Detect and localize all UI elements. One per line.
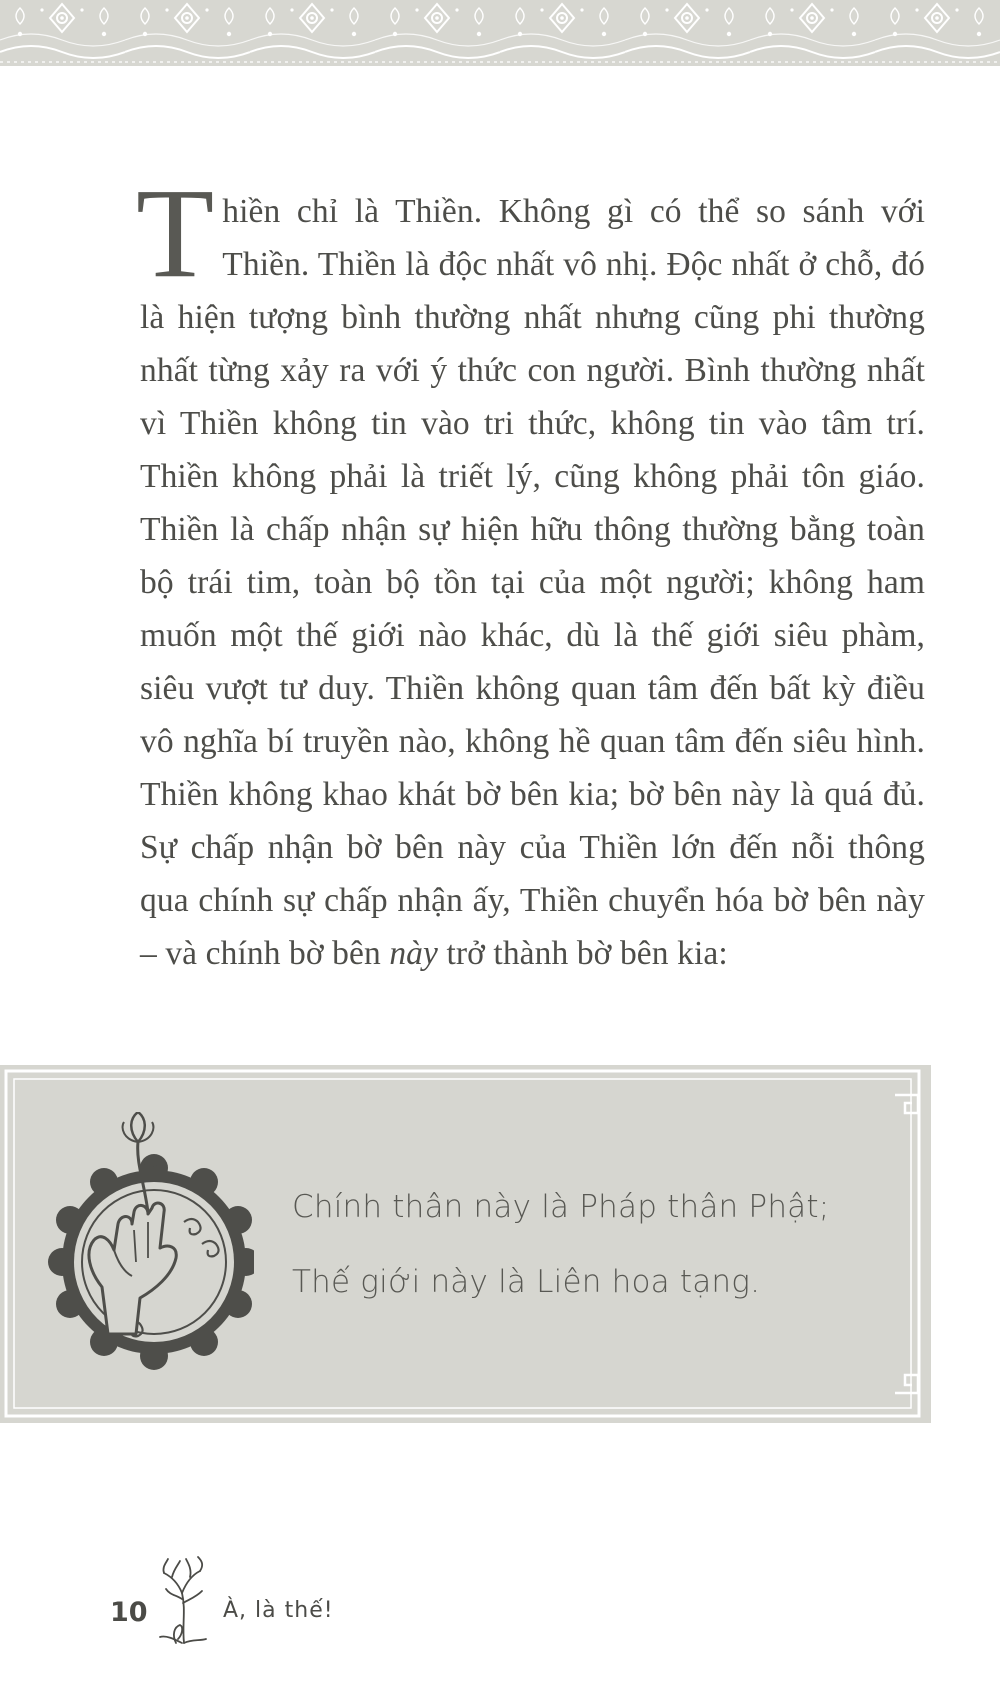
paragraph-emphasis: này xyxy=(389,935,438,972)
quote-line-1: Chính thân này là Pháp thân Phật; xyxy=(292,1189,830,1225)
quote-text xyxy=(292,1170,892,1320)
book-title: À, là thế! xyxy=(223,1598,334,1623)
drop-cap: T xyxy=(136,162,215,304)
paragraph-text-part2: trở thành bờ bên kia: xyxy=(437,935,728,972)
lotus-hand-icon xyxy=(44,1112,254,1372)
quote-line-2: Thế giới này là Liên hoa tạng. xyxy=(292,1264,761,1300)
top-ornamental-border xyxy=(0,0,1000,66)
main-paragraph xyxy=(136,162,925,980)
tree-icon xyxy=(152,1555,212,1645)
page-number: 10 xyxy=(110,1597,148,1628)
page-footer xyxy=(110,1555,510,1645)
ornament-pattern xyxy=(0,0,1000,66)
paragraph-text-part1: hiền chỉ là Thiền. Không gì có thể so sánh với Thiền. Thiền là độc nhất vô nhị. Độc nhất ở chỗ, đó là hiện tượng bình thường nhất nhưng cũng phi thường nhất từng xảy ra với ý thức con người. Bình thường nhất vì Thiền không tin vào tri thức, không tin vào tâm trí. Thiền không phải là triết lý, cũng không phải tôn giáo. Thiền là chấp nhận sự hiện hữu thông thường bằng toàn bộ trái tim, toàn bộ tồn tại của một người; không ham muốn một thế giới nào khác, dù là thế giới siêu phàm, siêu vượt tư duy. Thiền không quan tâm đến bất kỳ điều vô nghĩa bí truyền nào, không hề quan tâm đến siêu hình. Thiền không khao khát bờ bên kia; bờ bên này là quá đủ. Sự chấp nhận bờ bên này của Thiền lớn đến nỗi thông qua chính sự chấp nhận ấy, Thiền chuyển hóa bờ bên này – và chính bờ bên xyxy=(140,193,925,972)
